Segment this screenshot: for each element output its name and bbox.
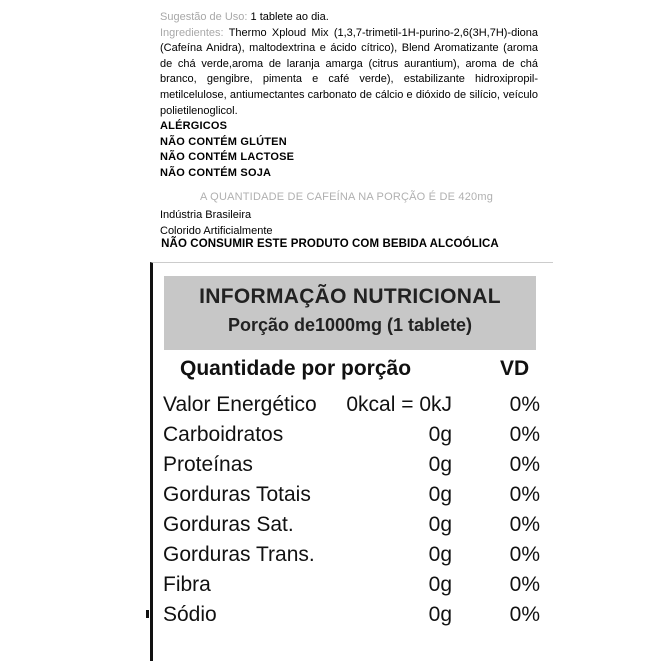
nutrient-vd: 0% [509,573,540,596]
nutrient-vd: 0% [509,423,540,446]
nutrient-name: Sódio [163,603,217,626]
vd-column-header: VD [500,357,530,380]
nutrient-amount: 0g [428,453,452,476]
ingredients-text: Thermo Xploud Mix (1,3,7-trimetil-1H-purino-2,6(3H,7H)-diona (Cafeína Anidra), maltodextrina e ácido cítrico), Blend Aromatizante (aroma de chá verde,aroma de laranja amarga (citrus aurantium), aroma de chá branco, gengibre, pimenta e café verde), estabilizante hidroxipropil-metilcelulose, antiumectantes carbonato de cálcio e dióxido de silício, veículo polietilenoglicol. [160,26,539,117]
nutrient-name: Gorduras Trans. [163,543,315,566]
usage-text: 1 tablete ao dia. [250,11,329,23]
nutrition-row-total-fat [0,483,660,513]
usage-label: Sugestão de Uso: [160,11,248,23]
allergen-heading: ALÉRGICOS [160,120,228,133]
label-text-block [160,10,538,182]
nutrient-amount: 0g [428,603,452,626]
origin-block [160,208,273,239]
nutrient-vd: 0% [509,603,540,626]
nutrient-vd: 0% [509,543,540,566]
nutrition-row-fiber [0,573,660,603]
nutrient-amount: 0g [428,543,452,566]
nutrient-name: Valor Energético [163,393,317,416]
nutrient-amount: 0g [428,483,452,506]
nutrition-row-carbs [0,423,660,453]
nutrient-name: Fibra [163,573,211,596]
nutrient-vd: 0% [509,453,540,476]
nutrient-amount: 0g [428,513,452,536]
nutrient-name: Proteínas [163,453,253,476]
nutrition-title: INFORMAÇÃO NUTRICIONAL [199,285,501,308]
ingredients-paragraph [160,26,538,120]
nutrient-vd: 0% [509,483,540,506]
nutrient-name: Gorduras Totais [163,483,311,506]
nutrient-vd: 0% [509,513,540,536]
allergen-gluten: NÃO CONTÉM GLÚTEN [160,135,287,148]
nutrient-vd: 0% [509,393,540,416]
nutrition-row-sat-fat [0,513,660,543]
scan-mark [146,610,149,618]
caffeine-note: A QUANTIDADE DE CAFEÍNA NA PORÇÃO É DE 420mg [200,191,494,203]
quantity-column-header: Quantidade por porção [180,357,412,380]
nutrient-amount: 0kcal = 0kJ [346,393,452,416]
nutrition-header [164,276,536,350]
ingredients-label: Ingredientes: [160,26,224,39]
allergen-lactose: NÃO CONTÉM LACTOSE [160,151,295,164]
nutrition-row-energy [0,393,660,423]
nutrition-portion: Porção de1000mg (1 tablete) [227,315,473,335]
nutrition-row-trans-fat [0,543,660,573]
nutrition-row-sodium [0,603,660,633]
nutrient-name: Gorduras Sat. [163,513,294,536]
nutrient-amount: 0g [428,423,452,446]
nutrient-name: Carboidratos [163,423,284,446]
nutrition-row-protein [0,453,660,483]
nutrient-amount: 0g [428,573,452,596]
usage-line [160,10,538,26]
allergen-soy: NÃO CONTÉM SOJA [160,166,272,179]
origin-industry: Indústria Brasileira [160,209,252,221]
alcohol-warning: NÃO CONSUMIR ESTE PRODUTO COM BEBIDA ALCOÓLICA [161,238,499,250]
origin-colorant: Colorido Artificialmente [160,224,273,237]
